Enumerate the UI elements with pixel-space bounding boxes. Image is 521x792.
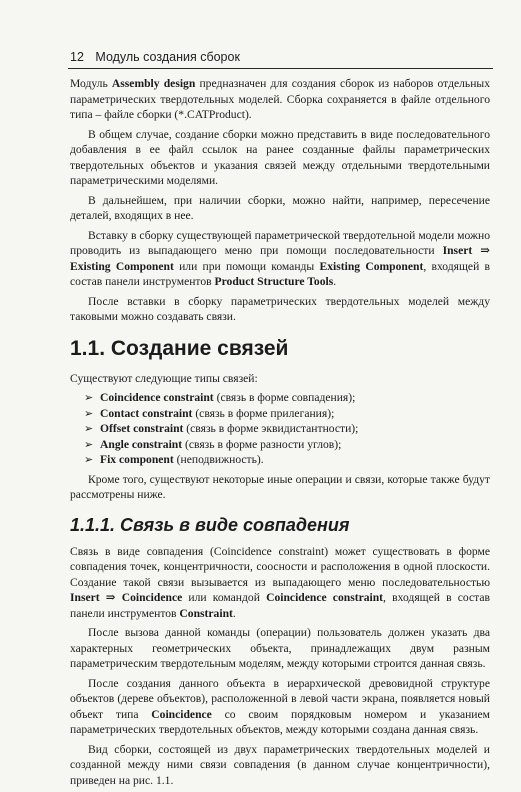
list-item [84,421,490,437]
page-body [70,76,490,792]
constraint-description: (связь в форме совпадения); [213,391,356,404]
running-header [70,50,488,64]
constraint-name: Coincidence constraint [100,391,214,404]
section-after-text: Кроме того, существуют некоторые иные операции и связи, которые также будут рассмотрены ниже. [70,472,490,501]
list-item [84,452,490,468]
running-header-title: Модуль создания сборок [95,50,240,64]
bold-term: Constraint [179,606,233,620]
bold-term: Insert ⇒ Coincidence [70,591,183,604]
list-item [84,406,490,422]
text-run: со своим порядковым номером и указанием параметрических твердотельных объектов, между которыми создана данная связь. [70,707,490,736]
bold-term: Coincidence [151,707,212,721]
text-run: В дальнейшем, при наличии сборки, можно найти, например, пересечение деталей, входящих в нее. [70,193,490,222]
subsection-paragraph [70,544,490,622]
intro-paragraph [70,294,490,325]
constraint-name: Contact constraint [100,406,193,420]
text-run: После вставки в сборку параметрических твердотельных моделей между таковыми можно создавать связи. [70,294,490,323]
section-heading: 1.1. Создание связей [70,336,289,360]
subsection-heading: 1.1.1. Связь в виде совпадения [70,514,350,535]
subsection-paragraph [70,625,490,672]
text-run: , входящей в состав панели инструментов [70,259,490,288]
text-run: или при помощи команды [173,259,320,273]
constraint-description: (связь в форме эквидистантности); [183,422,359,435]
intro-paragraph [70,193,490,224]
text-run: Модуль [70,77,112,90]
intro-paragraph [70,76,490,123]
arrow-bullet-icon: ➢ [84,406,94,420]
text-run: , входящей в состав панели инструментов [70,591,490,620]
constraint-types-list [70,390,490,468]
text-run: Связь в виде совпадения (Coincidence constraint) может существовать в форме совпадения точек, концентричности, соосности и расположения в одной плоскости. Создание такой связи вызывается из выпадающего меню последовательностью [70,544,490,589]
constraint-description: (связь в форме прилегания); [192,406,335,420]
text-run: После вызова данной команды (операции) пользователь должен указать два характерных геометрических объекта, принадлежащих двум разным параметрическим твердотельным моделям, между которыми строится данная связь. [70,626,490,670]
bold-term: Assembly design [111,77,196,90]
text-run: В общем случае, создание сборки можно представить в виде последовательного добавления в ее файл ссылок на ранее созданные файлы параметрических твердотельных объектов и указания связей между отдельными твердотельными параметрическими моделями. [70,127,490,187]
intro-paragraphs [70,76,490,325]
text-run: предназначен для создания сборок из наборов отдельных параметрических твердотельных моделей. Сборка сохраняется в файле отдельного типа – файле сборки (*.CATProduct). [70,77,491,121]
bold-term: Existing Component [319,259,424,273]
subsection-paragraphs [70,544,490,789]
subsection-paragraph [70,676,490,738]
arrow-bullet-icon: ➢ [84,453,94,466]
list-item [84,390,490,406]
subsection-paragraph [70,742,490,789]
bold-term: Insert ⇒ Existing Component [70,244,490,273]
text-run: . [232,606,236,620]
constraint-description: (связь в форме разности углов); [182,437,342,451]
arrow-bullet-icon: ➢ [84,422,94,435]
page-number: 12 [70,50,84,64]
text-run: . [333,275,337,288]
text-run: Вид сборки, состоящей из двух параметрических твердотельных моделей и созданной между ними связи совпадения (в данном случае концентричности), приведен на рис. 1.1. [70,742,490,787]
arrow-bullet-icon: ➢ [84,437,94,451]
text-run: После создания данного объекта в иерархической древовидной структуре объектов (дереве объектов), расположенной в левой части экрана, появляется новый объект типа [70,676,490,721]
intro-paragraph [70,127,490,189]
text-run: Вставку в сборку существующей параметрической твердотельной модели можно проводить из выпадающего меню при помощи последовательности [70,228,490,257]
intro-paragraph [70,228,490,290]
constraint-name: Offset constraint [100,422,184,435]
constraint-name: Angle constraint [100,437,183,451]
text-run: или командой [182,591,267,604]
arrow-bullet-icon: ➢ [84,391,94,404]
bold-term: Product Structure Tools [214,275,334,288]
section-lead: Существуют следующие типы связей: [70,371,258,385]
list-item [84,437,490,453]
header-rule [68,68,493,69]
bold-term: Coincidence constraint [266,591,384,604]
constraint-description: (неподвижность). [173,453,264,466]
constraint-name: Fix component [100,453,174,466]
